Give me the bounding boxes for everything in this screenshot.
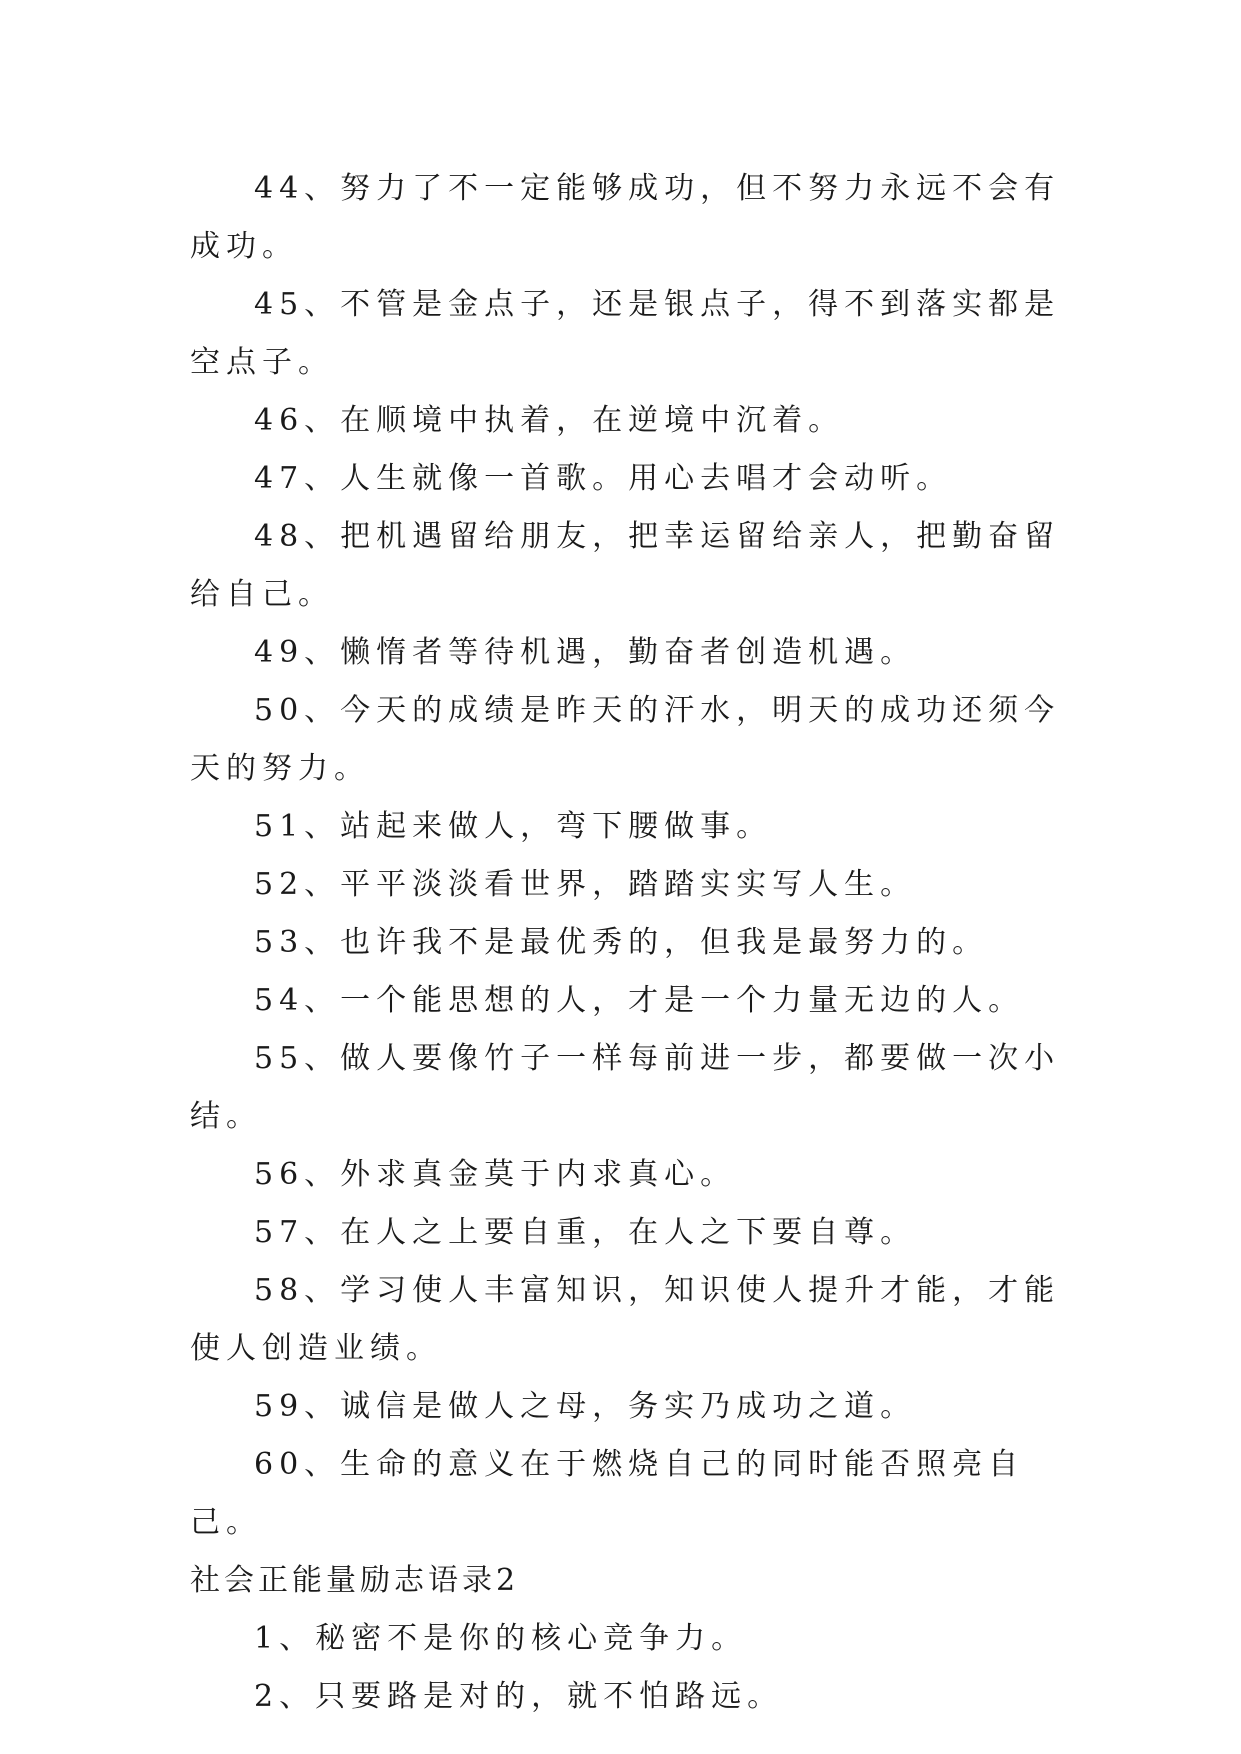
quote-paragraph: 58、学习使人丰富知识，知识使人提升才能，才能使人创造业绩。: [190, 1273, 1061, 1366]
quote-paragraph: 50、今天的成绩是昨天的汗水，明天的成功还须今天的努力。: [190, 693, 1061, 786]
quote-paragraph: 59、诚信是做人之母，务实乃成功之道。: [254, 1389, 917, 1424]
document-body: [190, 160, 1070, 1726]
quote-paragraph: 51、站起来做人，弯下腰做事。: [254, 809, 773, 844]
section-heading: 社会正能量励志语录2: [190, 1563, 520, 1598]
quote-paragraph: 45、不管是金点子，还是银点子，得不到落实都是空点子。: [190, 287, 1061, 380]
quote-paragraph: 57、在人之上要自重，在人之下要自尊。: [254, 1215, 917, 1250]
quote-paragraph: 44、努力了不一定能够成功，但不努力永远不会有成功。: [190, 171, 1061, 264]
quote-paragraph: 53、也许我不是最优秀的，但我是最努力的。: [254, 925, 989, 960]
quote-paragraph: 2、只要路是对的，就不怕路远。: [254, 1679, 784, 1714]
quote-paragraph: 47、人生就像一首歌。用心去唱才会动听。: [254, 461, 953, 496]
quote-paragraph: 46、在顺境中执着，在逆境中沉着。: [254, 403, 845, 438]
quote-paragraph: 60、生命的意义在于燃烧自己的同时能否照亮自己。: [190, 1447, 1025, 1540]
quote-paragraph: 56、外求真金莫于内求真心。: [254, 1157, 737, 1192]
quote-paragraph: 54、一个能思想的人，才是一个力量无边的人。: [254, 983, 1025, 1018]
quote-paragraph: 52、平平淡淡看世界，踏踏实实写人生。: [254, 867, 917, 902]
quote-paragraph: 49、懒惰者等待机遇，勤奋者创造机遇。: [254, 635, 917, 670]
quote-paragraph: 48、把机遇留给朋友，把幸运留给亲人，把勤奋留给自己。: [190, 519, 1061, 612]
quote-paragraph: 1、秘密不是你的核心竞争力。: [254, 1621, 748, 1656]
quote-paragraph: 55、做人要像竹子一样每前进一步，都要做一次小结。: [190, 1041, 1061, 1134]
